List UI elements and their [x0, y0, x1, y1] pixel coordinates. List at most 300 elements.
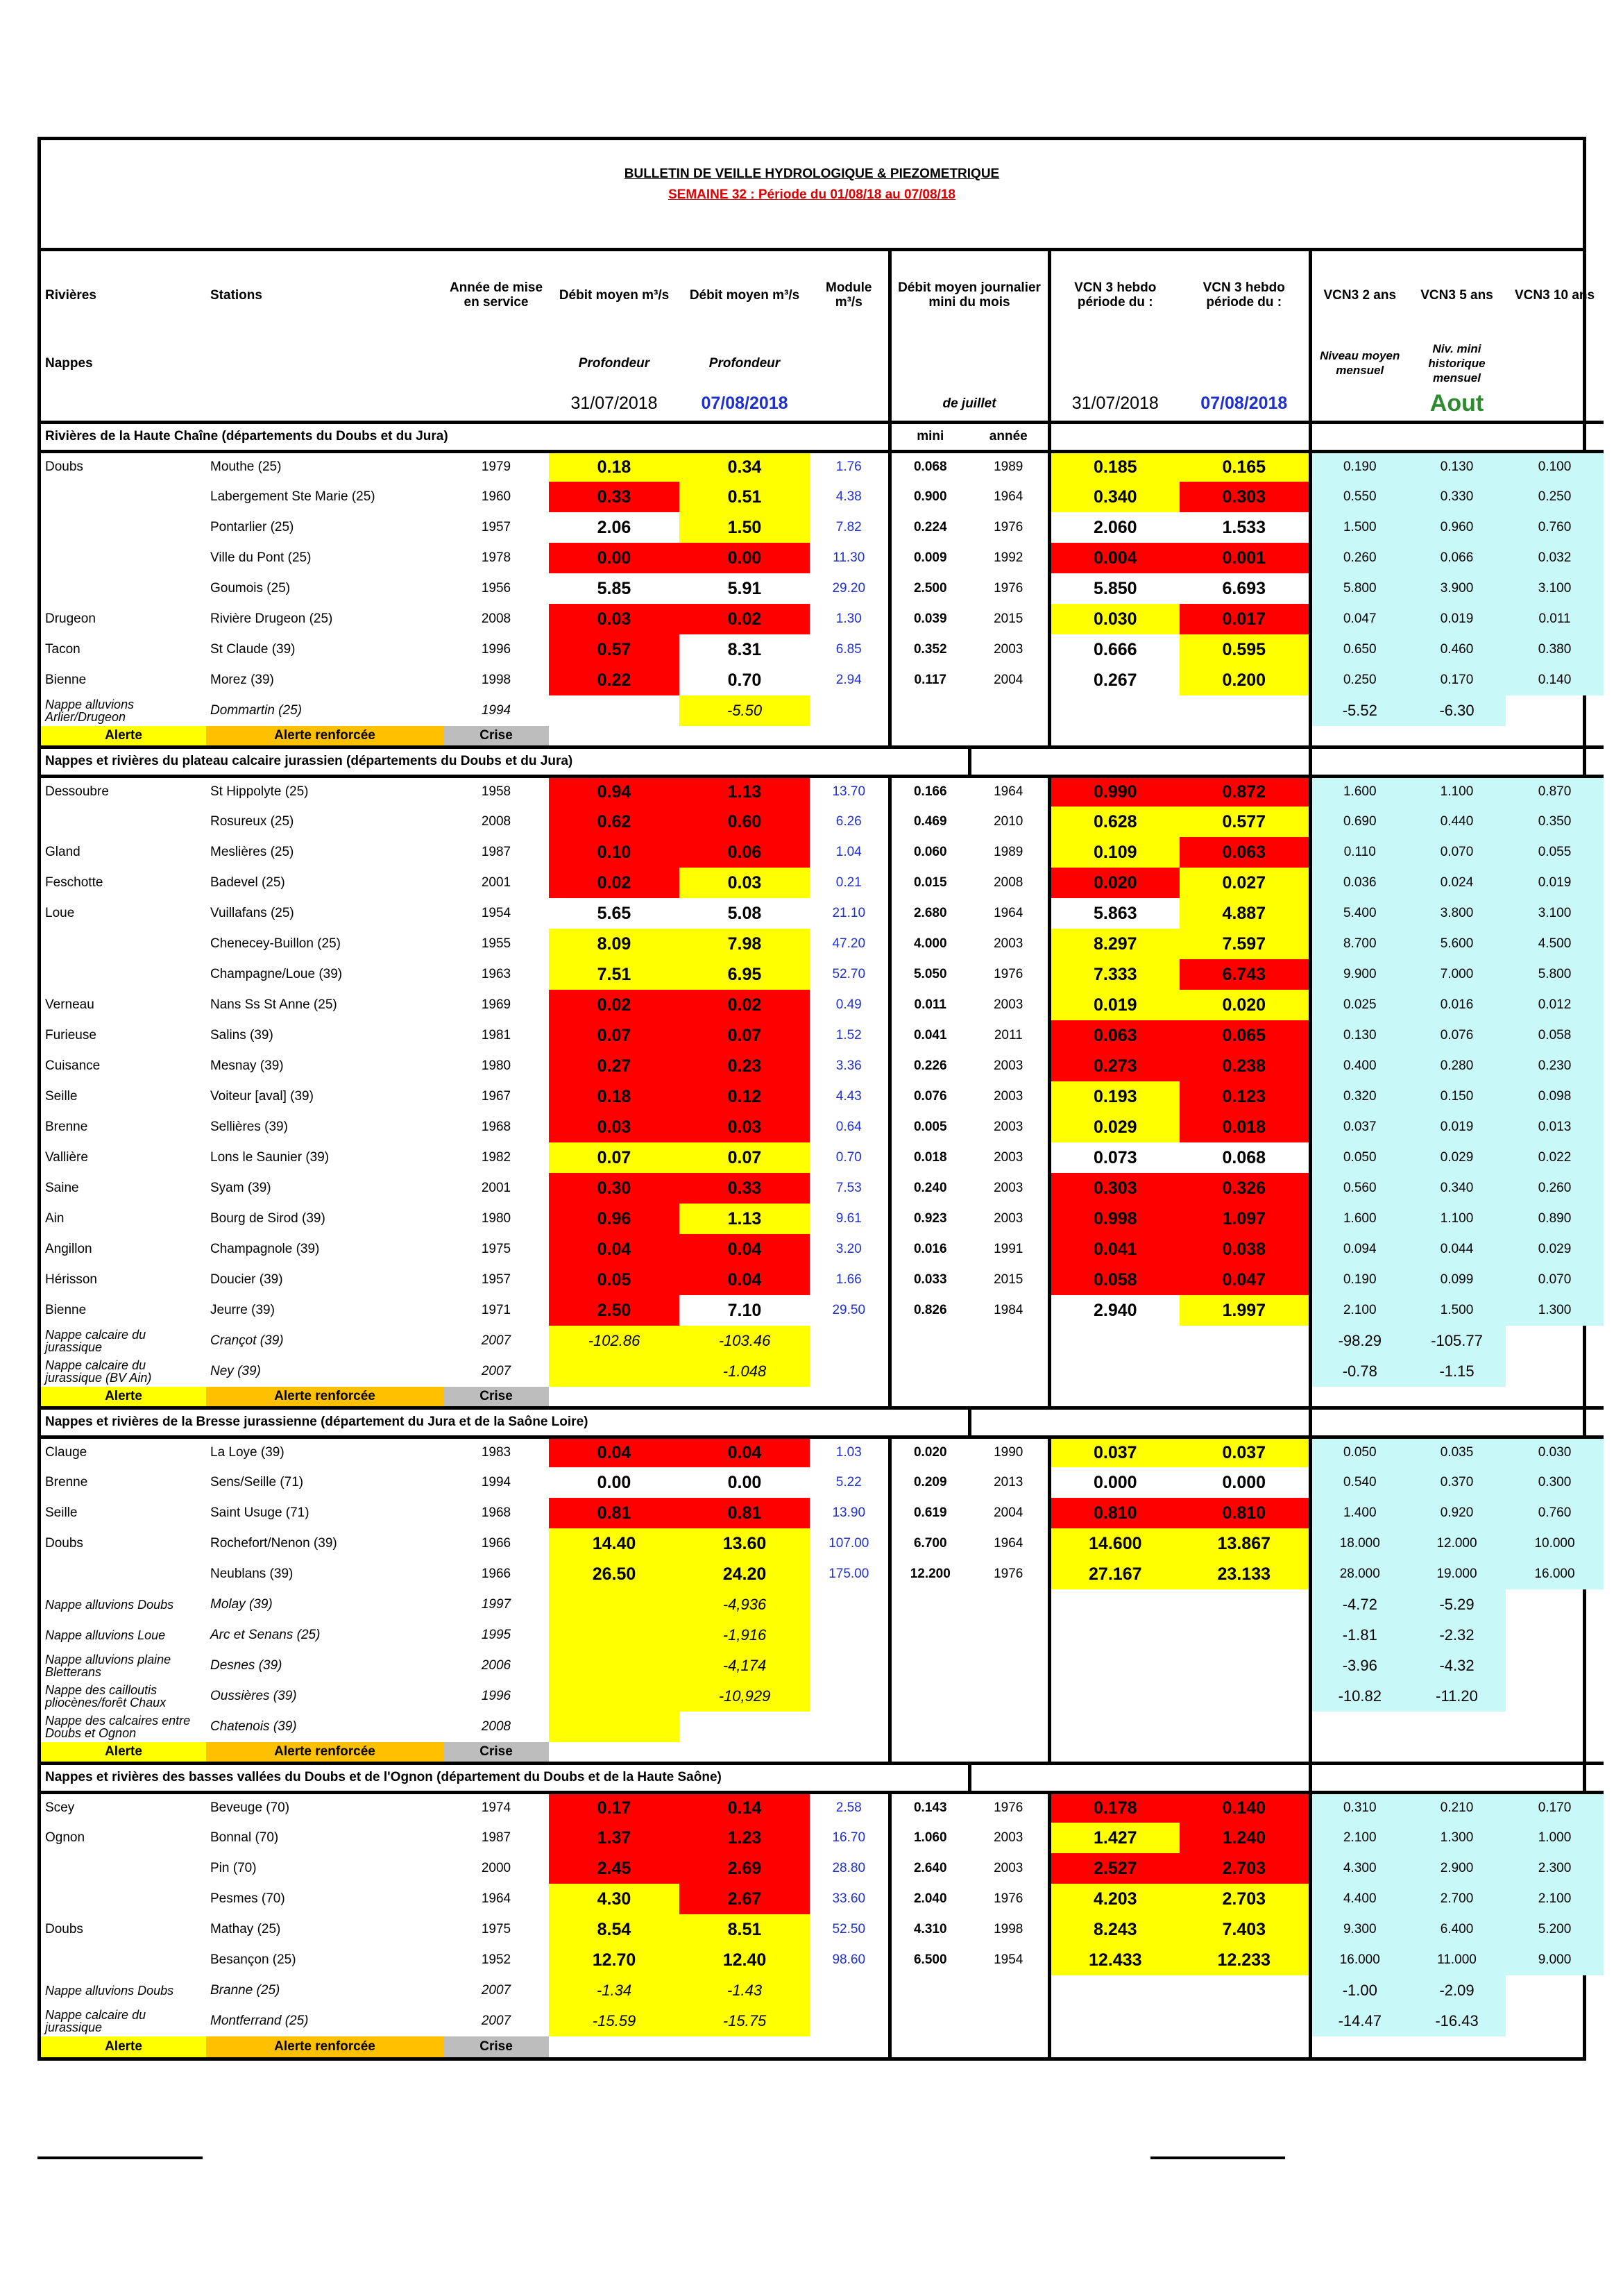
module: 29.50	[832, 1303, 866, 1317]
debit-2: 0.02	[679, 990, 810, 1020]
empty-cell	[810, 1651, 890, 1681]
header-debit1: Débit moyen m³/s	[559, 287, 670, 303]
station-name: Chenecey-Buillon (25)	[210, 936, 341, 951]
table-row	[41, 1142, 1604, 1173]
empty-cell	[1506, 1356, 1604, 1387]
section-title: Nappes et rivières du plateau calcaire jurassien (départements du Doubs et du Jura)	[41, 747, 969, 776]
debit-1: 0.03	[549, 1112, 679, 1142]
vcn3-1: 0.267	[1049, 665, 1180, 695]
table-row	[41, 573, 1604, 604]
vcn3-2: 0.123	[1180, 1081, 1310, 1112]
vcn3-2: 0.027	[1180, 868, 1310, 898]
station-name: Neublans (39)	[210, 1567, 294, 1581]
year-in-service: 1995	[481, 1628, 511, 1642]
empty-cell	[1049, 1975, 1180, 2006]
nappe-name: Nappe alluvions Arlier/Drugeon	[45, 698, 135, 724]
module: 1.52	[835, 1028, 862, 1043]
vcn3-1: 4.203	[1049, 1884, 1180, 1914]
module: 7.53	[835, 1181, 862, 1195]
debit-mini: 0.224	[890, 512, 969, 543]
riviere-name: Seille	[45, 1505, 78, 1520]
vcn3-5ans: 0.019	[1408, 604, 1506, 634]
empty-cell	[969, 1681, 1049, 1712]
vcn3-2: 1.533	[1180, 512, 1310, 543]
debit-2: 0.03	[679, 1112, 810, 1142]
vcn3-2ans: 8.700	[1310, 929, 1408, 959]
debit-2: 8.51	[679, 1914, 810, 1945]
module: 4.38	[835, 489, 862, 504]
empty-cell	[1506, 2006, 1604, 2036]
niveau-mini	[1408, 1712, 1506, 1742]
module: 28.80	[832, 1861, 866, 1875]
section-title: Rivières de la Haute Chaîne (départements du Doubs et du Jura)	[41, 422, 890, 451]
vcn3-10ans: 0.760	[1506, 1498, 1604, 1528]
year-in-service: 1966	[481, 1536, 511, 1551]
debit-2: 7.98	[679, 929, 810, 959]
vcn3-2ans: 16.000	[1310, 1945, 1408, 1975]
empty-cell	[810, 1326, 890, 1356]
debit-1: 0.33	[549, 482, 679, 512]
empty-cell	[679, 1387, 810, 1408]
debit-2: 0.07	[679, 1020, 810, 1051]
table-row	[41, 1437, 1604, 1467]
profondeur-1: -15.59	[549, 2006, 679, 2036]
vcn3-2: 23.133	[1180, 1559, 1310, 1589]
debit-2: 0.81	[679, 1498, 810, 1528]
niveau-mini: -11.20	[1408, 1681, 1506, 1712]
nappe-name: Nappe calcaire du jurassique (BV Ain)	[45, 1358, 152, 1385]
nappe-row	[41, 1681, 1604, 1712]
vcn3-2ans: 9.900	[1310, 959, 1408, 990]
debit-2: 0.14	[679, 1792, 810, 1823]
station-name: Beveuge (70)	[210, 1800, 290, 1816]
year-in-service: 2008	[481, 1719, 511, 1734]
debit-1: 0.18	[549, 451, 679, 482]
bulletin-title: BULLETIN DE VEILLE HYDROLOGIQUE & PIEZOMETRIQUE	[624, 167, 1000, 181]
debit-2: 0.02	[679, 604, 810, 634]
date-vcn3-1: 31/07/2018	[1071, 394, 1159, 414]
bulletin-sheet	[37, 137, 1595, 2061]
vcn3-2ans: 9.300	[1310, 1914, 1408, 1945]
debit-1: 26.50	[549, 1559, 679, 1589]
vcn3-5ans: 3.800	[1408, 898, 1506, 929]
empty-cell	[1506, 2036, 1604, 2057]
debit-mini: 2.040	[890, 1884, 969, 1914]
vcn3-1: 0.019	[1049, 990, 1180, 1020]
vcn3-5ans: 0.044	[1408, 1234, 1506, 1265]
empty-cell	[1180, 1387, 1310, 1408]
vcn3-5ans: 1.100	[1408, 776, 1506, 807]
empty-cell	[810, 1742, 890, 1763]
vcn3-2: 2.703	[1180, 1884, 1310, 1914]
debit-mini: 0.039	[890, 604, 969, 634]
empty-cell	[1506, 1620, 1604, 1651]
empty-cell	[1506, 1651, 1604, 1681]
empty-cell	[969, 1326, 1049, 1356]
empty-cell	[969, 726, 1049, 747]
vcn3-2: 1.097	[1180, 1204, 1310, 1234]
debit-mini: 2.640	[890, 1853, 969, 1884]
table-row	[41, 665, 1604, 695]
debit-mini: 0.826	[890, 1295, 969, 1326]
table-row	[41, 1234, 1604, 1265]
header-vcn3-10ans: VCN3 10 ans	[1514, 287, 1595, 303]
vcn3-5ans: 0.210	[1408, 1792, 1506, 1823]
vcn3-2ans: 0.690	[1310, 807, 1408, 837]
empty-cell	[890, 1742, 969, 1763]
empty-cell	[890, 726, 969, 747]
debit-1: 0.96	[549, 1204, 679, 1234]
debit-mini-year: 1964	[969, 776, 1049, 807]
vcn3-1: 2.527	[1049, 1853, 1180, 1884]
vcn3-2ans: 1.600	[1310, 776, 1408, 807]
vcn3-1: 5.850	[1049, 573, 1180, 604]
debit-mini-year: 2003	[969, 929, 1049, 959]
debit-2: 0.03	[679, 868, 810, 898]
table-row	[41, 1559, 1604, 1589]
table-row	[41, 1173, 1604, 1204]
empty-cell	[969, 1742, 1049, 1763]
table-row	[41, 634, 1604, 665]
year-in-service: 1997	[481, 1597, 511, 1612]
debit-mini: 0.041	[890, 1020, 969, 1051]
vcn3-5ans: 6.400	[1408, 1914, 1506, 1945]
table-row	[41, 1295, 1604, 1326]
empty-cell	[1408, 2036, 1506, 2057]
vcn3-10ans: 0.022	[1506, 1142, 1604, 1173]
vcn3-2: 1.240	[1180, 1823, 1310, 1853]
niveau-mini: -2.09	[1408, 1975, 1506, 2006]
vcn3-10ans: 0.140	[1506, 665, 1604, 695]
vcn3-5ans: 0.150	[1408, 1081, 1506, 1112]
vcn3-5ans: 0.280	[1408, 1051, 1506, 1081]
table-row	[41, 1020, 1604, 1051]
debit-mini-year: 1976	[969, 1559, 1049, 1589]
header-rivieres: Rivières	[45, 287, 96, 303]
station-name: Molay (39)	[210, 1597, 273, 1612]
vcn3-10ans: 0.170	[1506, 1792, 1604, 1823]
debit-mini: 0.240	[890, 1173, 969, 1204]
section-extra-cell	[1310, 422, 1604, 451]
debit-1: 0.30	[549, 1173, 679, 1204]
table-row	[41, 1081, 1604, 1112]
debit-1: 0.27	[549, 1051, 679, 1081]
niveau-mini: -105.77	[1408, 1326, 1506, 1356]
vcn3-5ans: 0.076	[1408, 1020, 1506, 1051]
vcn3-10ans: 0.250	[1506, 482, 1604, 512]
niveau-moyen: -0.78	[1310, 1356, 1408, 1387]
year-in-service: 1981	[481, 1028, 511, 1043]
empty-cell	[810, 2036, 890, 2057]
station-name: Meslières (25)	[210, 845, 294, 859]
year-in-service: 1979	[481, 459, 511, 475]
debit-1: 0.81	[549, 1498, 679, 1528]
section-extra-cell	[1310, 1408, 1604, 1437]
vcn3-2: 13.867	[1180, 1528, 1310, 1559]
year-in-service: 1957	[481, 1272, 511, 1287]
debit-mini-year: 2003	[969, 990, 1049, 1020]
station-name: Syam (39)	[210, 1181, 271, 1195]
nappe-name: Nappe alluvions Doubs	[45, 1598, 174, 1612]
profondeur-1	[549, 1712, 679, 1742]
profondeur-2: -1.048	[679, 1356, 810, 1387]
station-name: Pontarlier (25)	[210, 520, 294, 534]
module: 0.64	[835, 1120, 862, 1134]
empty-cell	[890, 1681, 969, 1712]
empty-cell	[1049, 1620, 1180, 1651]
vcn3-10ans: 3.100	[1506, 573, 1604, 604]
niveau-moyen: -4.72	[1310, 1589, 1408, 1620]
station-name: Mouthe (25)	[210, 459, 282, 475]
year-in-service: 1968	[481, 1120, 511, 1134]
legend-renforcee: Alerte renforcée	[206, 2036, 443, 2057]
debit-mini-year: 2010	[969, 807, 1049, 837]
empty-cell	[1049, 1326, 1180, 1356]
debit-2: 0.00	[679, 1467, 810, 1498]
section-title: Nappes et rivières des basses vallées du Doubs et de l'Ognon (département du Doubs et de la Haute Saône)	[41, 1763, 969, 1792]
vcn3-2: 6.743	[1180, 959, 1310, 990]
station-name: Morez (39)	[210, 673, 274, 687]
debit-2: 2.69	[679, 1853, 810, 1884]
debit-1: 0.04	[549, 1234, 679, 1265]
year-in-service: 1996	[481, 1689, 511, 1703]
niveau-moyen: -10.82	[1310, 1681, 1408, 1712]
vcn3-2: 7.403	[1180, 1914, 1310, 1945]
debit-mini: 2.500	[890, 573, 969, 604]
nappe-name: Nappe des calcaires entre Doubs et Ognon	[45, 1714, 191, 1740]
vcn3-5ans: 1.100	[1408, 1204, 1506, 1234]
header-stations: Stations	[210, 287, 262, 303]
vcn3-2: 0.001	[1180, 543, 1310, 573]
module: 98.60	[832, 1952, 866, 1967]
vcn3-1: 2.940	[1049, 1295, 1180, 1326]
legend-crise: Crise	[443, 1742, 549, 1763]
station-name: Oussières (39)	[210, 1689, 297, 1703]
vcn3-5ans: 2.900	[1408, 1853, 1506, 1884]
debit-mini: 12.200	[890, 1559, 969, 1589]
empty-cell	[1408, 1387, 1506, 1408]
year-in-service: 1964	[481, 1891, 511, 1906]
vcn3-1: 8.297	[1049, 929, 1180, 959]
niveau-mini: -5.29	[1408, 1589, 1506, 1620]
nappe-row	[41, 1712, 1604, 1742]
debit-mini-year: 1990	[969, 1437, 1049, 1467]
vcn3-2ans: 0.094	[1310, 1234, 1408, 1265]
nappe-name: Nappe des cailloutis pliocènes/forêt Chaux	[45, 1683, 167, 1710]
vcn3-5ans: 3.900	[1408, 573, 1506, 604]
vcn3-1: 12.433	[1049, 1945, 1180, 1975]
year-in-service: 1975	[481, 1242, 511, 1256]
table-row	[41, 512, 1604, 543]
module: 47.20	[832, 936, 866, 951]
debit-mini-year: 2003	[969, 1142, 1049, 1173]
empty-cell	[810, 1712, 890, 1742]
empty-cell	[1180, 1620, 1310, 1651]
debit-mini-year: 1984	[969, 1295, 1049, 1326]
debit-mini: 6.700	[890, 1528, 969, 1559]
nappe-row	[41, 1651, 1604, 1681]
date-vcn3-2: 07/08/2018	[1180, 387, 1310, 422]
vcn3-10ans: 0.058	[1506, 1020, 1604, 1051]
empty-cell	[969, 1651, 1049, 1681]
vcn3-5ans: 0.024	[1408, 868, 1506, 898]
riviere-name: Clauge	[45, 1445, 87, 1460]
section-2	[41, 1408, 1604, 1763]
riviere-name: Saine	[45, 1181, 79, 1195]
empty-cell	[890, 1620, 969, 1651]
vcn3-2ans: 0.190	[1310, 451, 1408, 482]
empty-cell	[1049, 1712, 1180, 1742]
vcn3-5ans: 0.340	[1408, 1173, 1506, 1204]
vcn3-1: 8.243	[1049, 1914, 1180, 1945]
module: 33.60	[832, 1891, 866, 1906]
debit-1: 2.45	[549, 1853, 679, 1884]
empty-cell	[549, 726, 679, 747]
debit-1: 1.37	[549, 1823, 679, 1853]
year-in-service: 1956	[481, 581, 511, 596]
vcn3-2ans: 28.000	[1310, 1559, 1408, 1589]
debit-mini: 0.076	[890, 1081, 969, 1112]
profondeur-2: -1.43	[679, 1975, 810, 2006]
bulletin-subtitle: SEMAINE 32 : Période du 01/08/18 au 07/08/18	[668, 187, 955, 202]
header-nappes: Nappes	[45, 355, 93, 371]
nappe-row	[41, 1326, 1604, 1356]
year-in-service: 1952	[481, 1952, 511, 1967]
year-in-service: 1971	[481, 1303, 511, 1317]
empty-cell	[969, 2006, 1049, 2036]
vcn3-1: 0.810	[1049, 1498, 1180, 1528]
debit-mini: 0.020	[890, 1437, 969, 1467]
vcn3-1: 0.109	[1049, 837, 1180, 868]
vcn3-10ans: 0.030	[1506, 1437, 1604, 1467]
empty-cell	[969, 1589, 1049, 1620]
date-debit2: 07/08/2018	[701, 394, 788, 414]
empty-cell	[1310, 2036, 1408, 2057]
debit-mini-year: 1998	[969, 1914, 1049, 1945]
empty-cell	[1049, 1356, 1180, 1387]
debit-mini-year: 2003	[969, 1051, 1049, 1081]
debit-2: 0.07	[679, 1142, 810, 1173]
profondeur-2: -4,936	[679, 1589, 810, 1620]
debit-2: 12.40	[679, 1945, 810, 1975]
debit-mini: 0.143	[890, 1792, 969, 1823]
riviere-name	[41, 1945, 206, 1975]
vcn3-1: 0.041	[1049, 1234, 1180, 1265]
empty-cell	[1506, 1326, 1604, 1356]
empty-cell	[679, 726, 810, 747]
section-title-row	[41, 422, 1604, 451]
module: 3.20	[835, 1242, 862, 1256]
nappe-name: Nappe alluvions Doubs	[45, 1984, 174, 1998]
empty-cell	[810, 2006, 890, 2036]
station-name: Rochefort/Nenon (39)	[210, 1536, 337, 1551]
vcn3-2ans: 0.400	[1310, 1051, 1408, 1081]
vcn3-1: 0.193	[1049, 1081, 1180, 1112]
debit-2: 24.20	[679, 1559, 810, 1589]
vcn3-1: 14.600	[1049, 1528, 1180, 1559]
debit-mini: 0.900	[890, 482, 969, 512]
table-row	[41, 1853, 1604, 1884]
empty-cell	[890, 1712, 969, 1742]
vcn3-10ans: 4.500	[1506, 929, 1604, 959]
empty-cell	[1310, 1387, 1408, 1408]
legend-renforcee: Alerte renforcée	[206, 1387, 443, 1408]
debit-mini-year: 1989	[969, 451, 1049, 482]
debit-mini-year: 1976	[969, 959, 1049, 990]
debit-1: 2.06	[549, 512, 679, 543]
vcn3-2: 0.595	[1180, 634, 1310, 665]
nappe-name: Nappe alluvions plaine Bletterans	[45, 1653, 171, 1679]
nappe-row	[41, 1975, 1604, 2006]
year-in-service: 1983	[481, 1445, 511, 1460]
empty-cell	[969, 1712, 1049, 1742]
legend-alerte: Alerte	[41, 726, 206, 747]
vcn3-10ans: 0.380	[1506, 634, 1604, 665]
vcn3-1: 0.058	[1049, 1265, 1180, 1295]
station-name: Crançot (39)	[210, 1333, 284, 1348]
legend-alerte: Alerte	[41, 1387, 206, 1408]
riviere-name	[41, 512, 206, 543]
station-name: Arc et Senans (25)	[210, 1628, 321, 1642]
nappe-row	[41, 1589, 1604, 1620]
empty-cell	[1506, 1742, 1604, 1763]
debit-2: 0.60	[679, 807, 810, 837]
header-prof1: Profondeur	[578, 355, 650, 371]
debit-mini-year: 2013	[969, 1467, 1049, 1498]
year-in-service: 1978	[481, 550, 511, 565]
debit-mini: 0.226	[890, 1051, 969, 1081]
riviere-name: Tacon	[45, 642, 80, 657]
debit-1: 12.70	[549, 1945, 679, 1975]
empty-cell	[969, 1356, 1049, 1387]
vcn3-1: 0.628	[1049, 807, 1180, 837]
station-name: La Loye (39)	[210, 1445, 284, 1460]
signature-line-left	[37, 2156, 203, 2159]
vcn3-5ans: 0.170	[1408, 665, 1506, 695]
riviere-name: Loue	[45, 906, 75, 920]
station-name: Pesmes (70)	[210, 1891, 285, 1906]
debit-mini-year: 1964	[969, 898, 1049, 929]
module: 1.66	[835, 1272, 862, 1287]
year-in-service: 1955	[481, 936, 511, 951]
vcn3-1: 0.037	[1049, 1437, 1180, 1467]
debit-1: 0.17	[549, 1792, 679, 1823]
empty-cell	[1408, 1742, 1506, 1763]
riviere-name	[41, 959, 206, 990]
empty-cell	[1049, 1681, 1180, 1712]
debit-1: 0.00	[549, 543, 679, 573]
legend-crise: Crise	[443, 2036, 549, 2057]
debit-1: 0.03	[549, 604, 679, 634]
vcn3-2ans: 0.047	[1310, 604, 1408, 634]
vcn3-5ans: 0.440	[1408, 807, 1506, 837]
station-name: St Hippolyte (25)	[210, 784, 309, 800]
riviere-name	[41, 929, 206, 959]
vcn3-2ans: 5.400	[1310, 898, 1408, 929]
riviere-name: Ognon	[45, 1830, 85, 1845]
debit-1: 7.51	[549, 959, 679, 990]
empty-cell	[810, 726, 890, 747]
station-name: Rivière Drugeon (25)	[210, 611, 333, 626]
vcn3-10ans: 0.013	[1506, 1112, 1604, 1142]
vcn3-5ans: 0.370	[1408, 1467, 1506, 1498]
label-mini: mini	[890, 422, 969, 451]
module: 21.10	[832, 906, 866, 920]
vcn3-5ans: 1.300	[1408, 1823, 1506, 1853]
vcn3-2ans: 0.250	[1310, 665, 1408, 695]
debit-1: 5.65	[549, 898, 679, 929]
empty-cell	[1180, 1742, 1310, 1763]
